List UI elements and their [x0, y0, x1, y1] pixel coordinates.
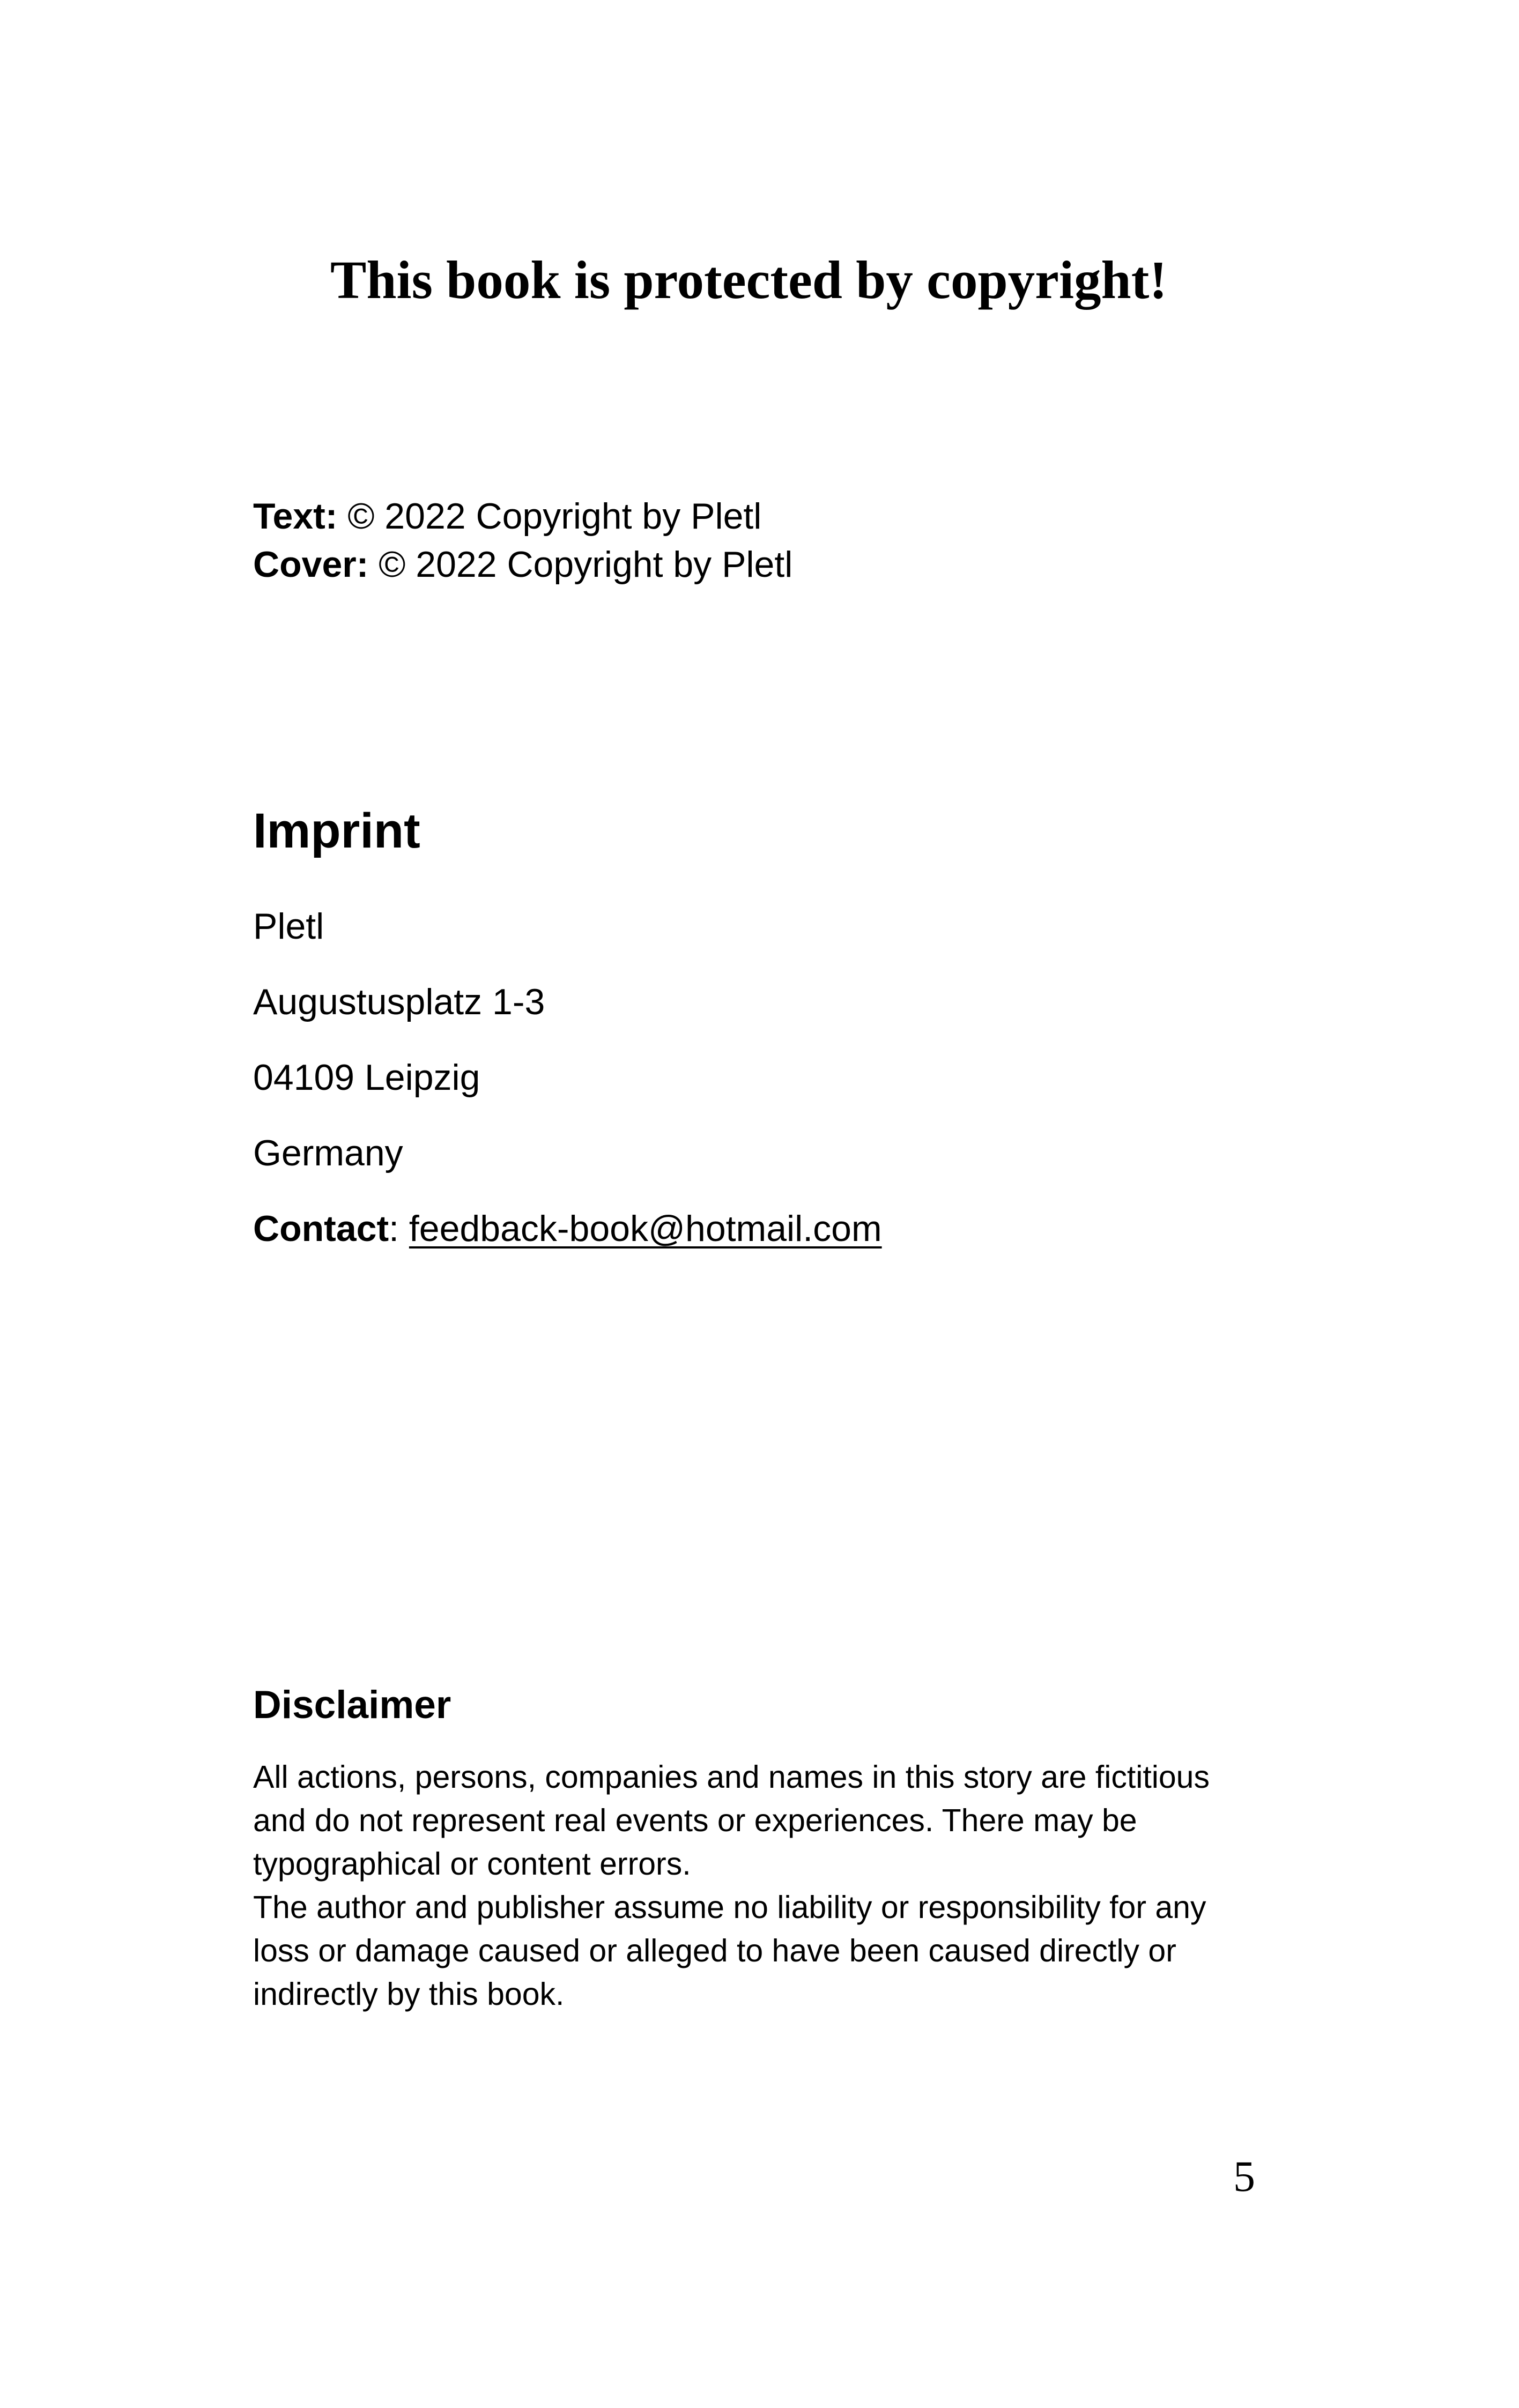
text-copyright-line: [253, 492, 761, 540]
contact-label: Contact: [253, 1208, 389, 1249]
contact-email-link[interactable]: feedback-book@hotmail.com: [409, 1208, 882, 1249]
disclaimer-heading: Disclaimer: [253, 1683, 451, 1727]
text-copyright-value: © 2022 Copyright by Pletl: [337, 496, 762, 537]
cover-copyright-label: Cover:: [253, 544, 369, 585]
page-title: This book is protected by copyright!: [330, 250, 1167, 310]
text-copyright-label: Text:: [253, 496, 338, 537]
imprint-heading: Imprint: [253, 804, 420, 858]
page-number: 5: [1233, 2152, 1255, 2201]
imprint-street: Augustusplatz 1-3: [253, 982, 545, 1022]
disclaimer-line: The author and publisher assume no liability or responsibility for any: [253, 1890, 1206, 1925]
imprint-city: 04109 Leipzig: [253, 1057, 480, 1098]
cover-copyright-line: [253, 540, 792, 589]
imprint-contact: [253, 1205, 882, 1253]
disclaimer-line: loss or damage caused or alleged to have been caused directly or: [253, 1933, 1176, 1968]
disclaimer-line: All actions, persons, companies and names in this story are fictitious: [253, 1759, 1210, 1795]
contact-separator: :: [389, 1208, 409, 1249]
disclaimer-line: indirectly by this book.: [253, 1976, 565, 2012]
imprint-name: Pletl: [253, 906, 324, 947]
cover-copyright-value: © 2022 Copyright by Pletl: [368, 544, 793, 585]
disclaimer-text: [253, 1756, 1272, 2016]
disclaimer-line: and do not represent real events or experiences. There may be: [253, 1803, 1137, 1838]
imprint-country: Germany: [253, 1133, 403, 1173]
disclaimer-line: typographical or content errors.: [253, 1846, 691, 1882]
